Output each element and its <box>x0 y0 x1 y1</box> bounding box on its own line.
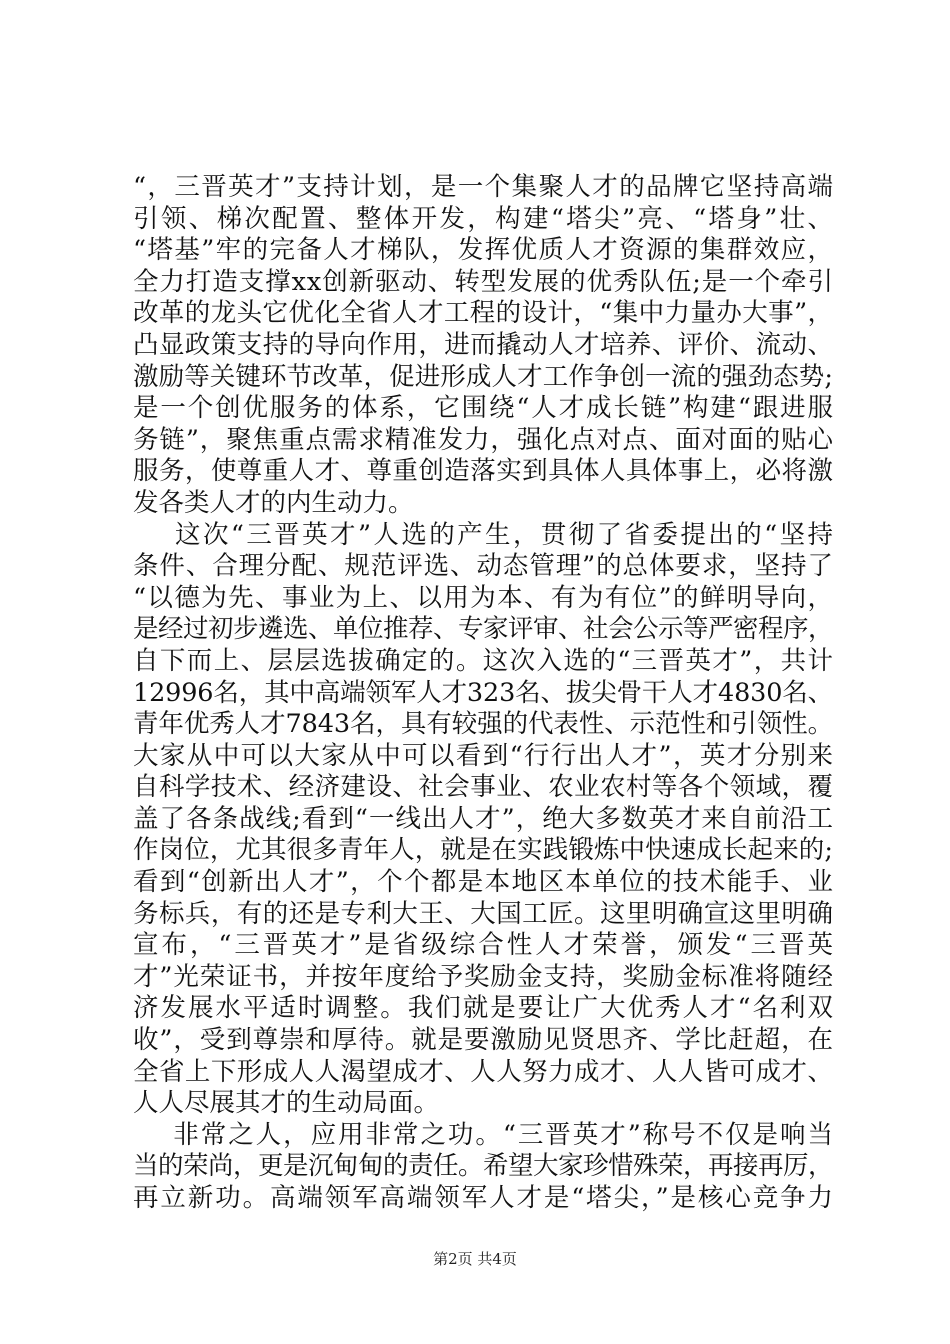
text-line: 条件、合理分配、规范评选、动态管理”的总体要求，坚持了 <box>133 551 834 582</box>
text-line: 务标兵，有的还是专利大王、大国工匠。这里明确宣这里明确 <box>133 898 834 929</box>
text-line: 宣布，“三晋英才”是省级综合性人才荣誉，颁发“三晋英 <box>133 930 836 961</box>
body-text <box>133 172 836 1215</box>
text-line: 是一个创优服务的体系，它围绕“人才成长链”构建“跟进服 <box>133 393 835 424</box>
text-line: 务链”，聚焦重点需求精准发力，强化点对点、面对面的贴心 <box>133 424 834 455</box>
text-line: 大家从中可以大家从中可以看到“行行出人才”，英才分别来 <box>133 740 835 771</box>
text-line: 自下而上、层层选拔确定的。这次入选的“三晋英才”，共计 <box>133 645 835 676</box>
text-line: 济发展水平适时调整。我们就是要让广大优秀人才“名利双 <box>133 993 835 1024</box>
text-line: 激励等关键环节改革，促进形成人才工作争创一流的强劲态势; <box>133 361 834 392</box>
text-line: 作岗位，尤其很多青年人，就是在实践锻炼中快速成长起来的; <box>133 835 834 866</box>
text-line: 才”光荣证书，并按年度给予奖励金支持，奖励金标准将随经 <box>133 961 834 992</box>
text-line: “，三晋英才”支持计划，是一个集聚人才的品牌它坚持高端 <box>133 172 835 202</box>
text-line: 看到“创新出人才”，个个都是本地区本单位的技术能手、业 <box>133 867 835 898</box>
text-line: 非常之人，应用非常之功。“三晋英才”称号不仅是响当 <box>133 1119 835 1150</box>
text-line: 是经过初步遴选、单位推荐、专家评审、社会公示等严密程序， <box>133 614 833 645</box>
text-line: 12996名，其中高端领军人才323名、拔尖骨干人才4830名、 <box>133 677 833 708</box>
text-line: 当的荣尚，更是沉甸甸的责任。希望大家珍惜殊荣，再接再厉， <box>133 1151 833 1182</box>
text-line: 人人尽展其才的生动局面。 <box>133 1088 440 1119</box>
page-footer: 第2页 共4页 <box>433 1250 517 1268</box>
text-line: 青年优秀人才7843名，具有较强的代表性、示范性和引领性。 <box>133 709 833 740</box>
text-line: 再立新功。高端领军高端领军人才是“塔尖，”是核心竞争力 <box>133 1183 835 1213</box>
text-line: 收”，受到尊崇和厚待。就是要激励见贤思齐、学比赶超，在 <box>133 1025 834 1056</box>
text-line: 盖了各条战线;看到“一线出人才”，绝大多数英才来自前沿工 <box>133 803 835 834</box>
text-line: 全力打造支撑xx创新驱动、转型发展的优秀队伍;是一个牵引 <box>133 266 834 297</box>
text-line: 改革的龙头它优化全省人才工程的设计，“集中力量办大事”， <box>133 298 834 329</box>
text-line: 凸显政策支持的导向作用，进而撬动人才培养、评价、流动、 <box>133 329 834 360</box>
text-line: 引领、梯次配置、整体开发，构建“塔尖”亮、“塔身”壮、 <box>133 203 836 234</box>
text-line: 自科学技术、经济建设、社会事业、农业农村等各个领域，覆 <box>133 772 834 803</box>
text-line: 全省上下形成人人渴望成才、人人努力成才、人人皆可成才、 <box>133 1056 834 1087</box>
text-line: 这次“三晋英才”人选的产生，贯彻了省委提出的“坚持 <box>133 519 836 550</box>
text-line: “塔基”牢的完备人才梯队，发挥优质人才资源的集群效应， <box>133 235 835 266</box>
text-line: “以德为先、事业为上、以用为本、有为有位”的鲜明导向， <box>133 582 835 613</box>
text-line: 服务，使尊重人才、尊重创造落实到具体人具体事上，必将激 <box>133 456 834 487</box>
text-line: 发各类人才的内生动力。 <box>133 487 414 518</box>
